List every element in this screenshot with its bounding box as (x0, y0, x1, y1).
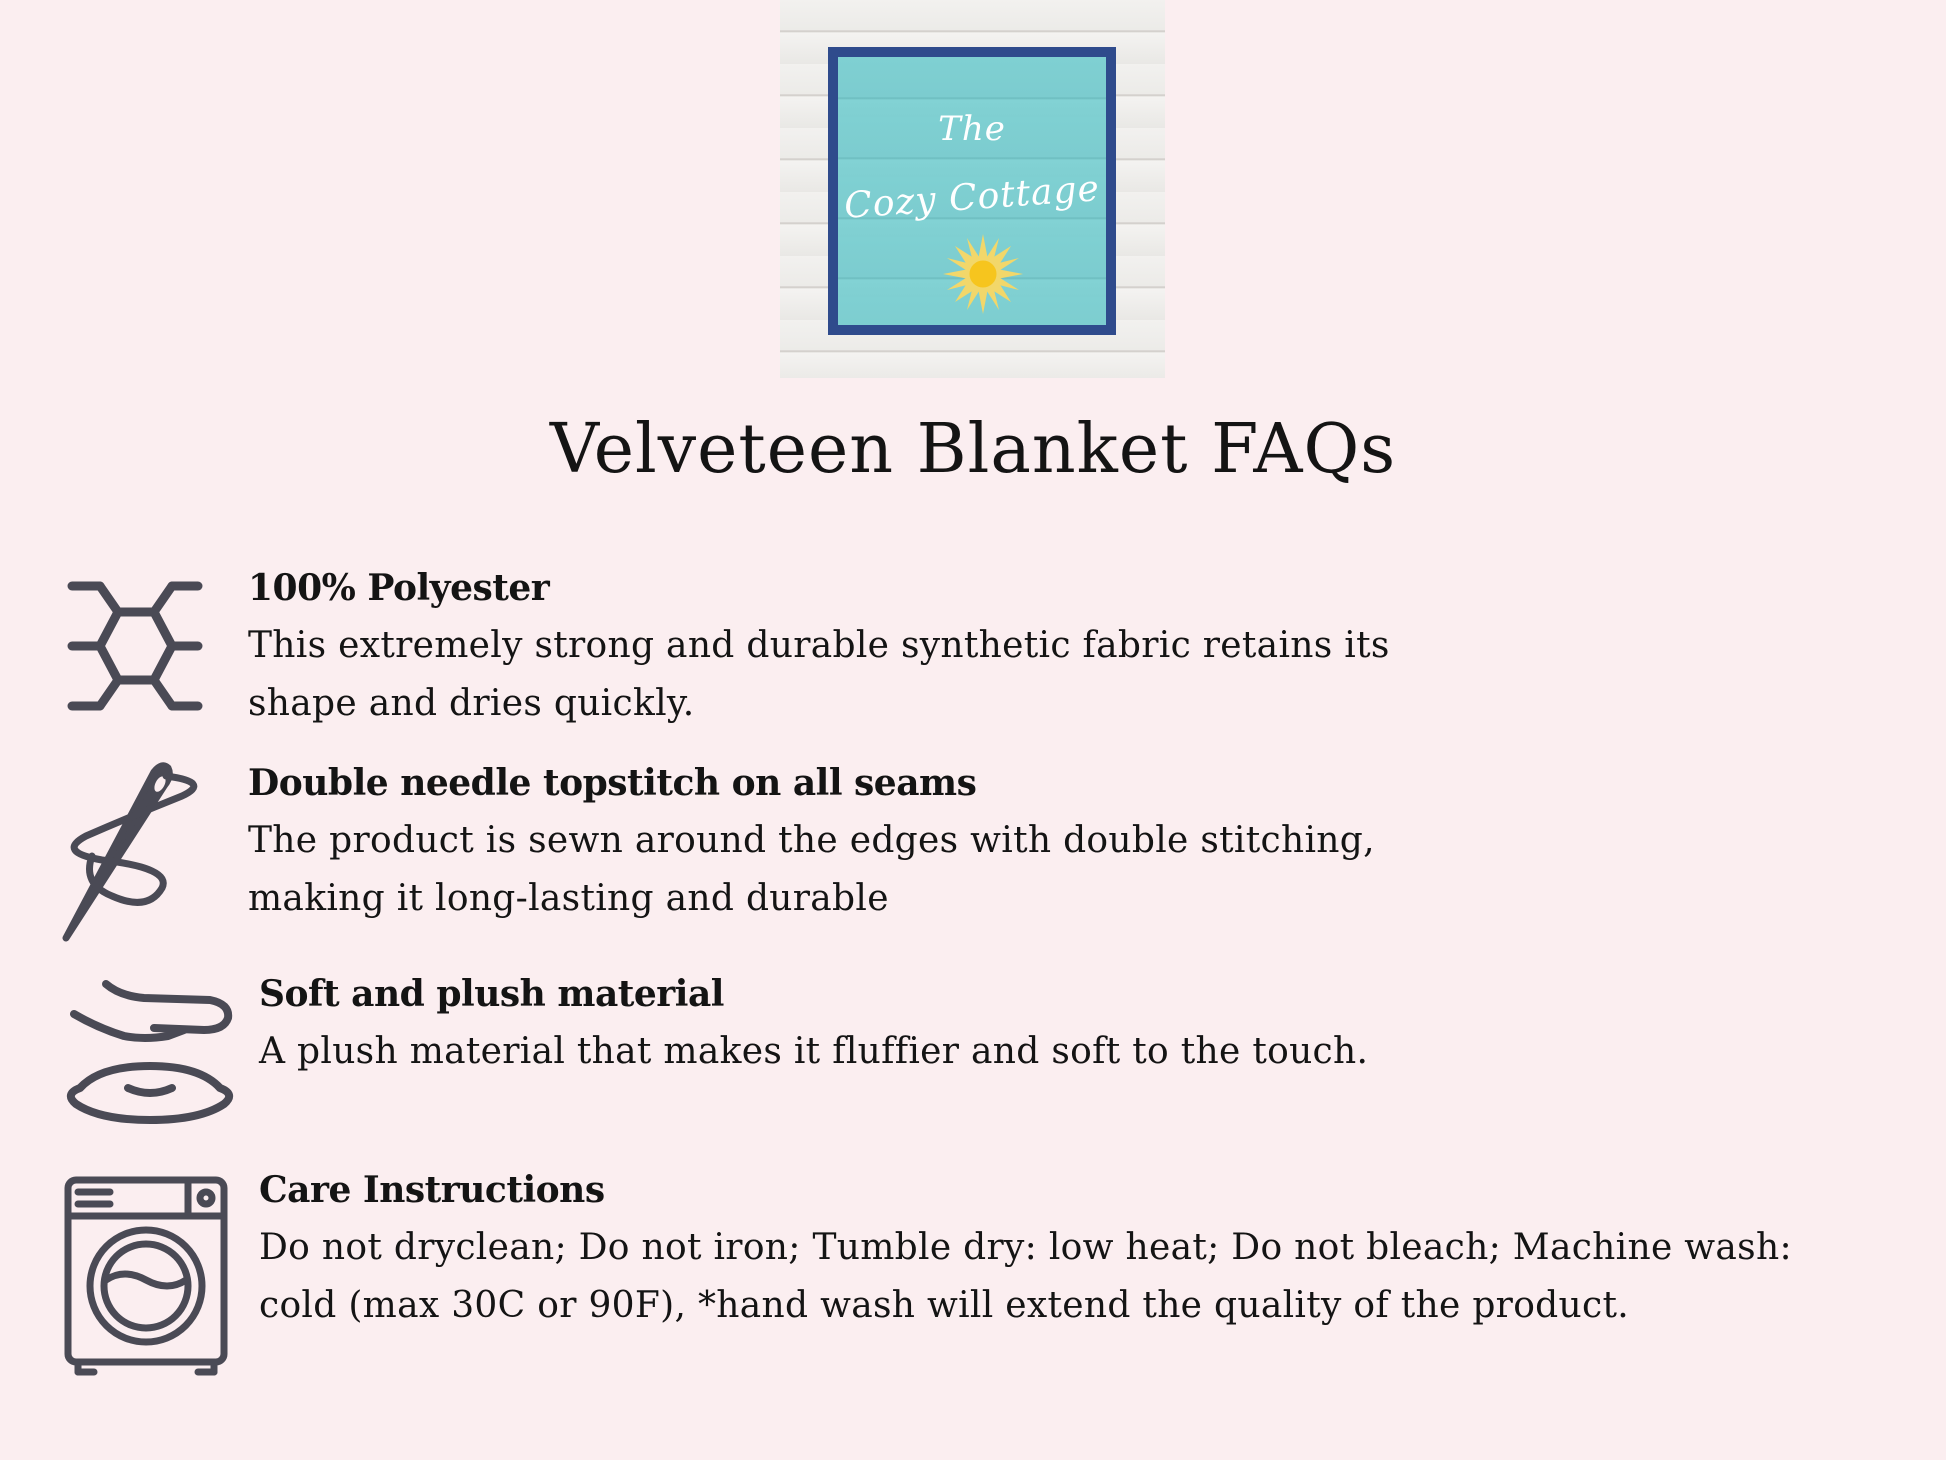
faq-body-care (259, 1219, 1792, 1335)
brand-logo (780, 0, 1165, 378)
faq-heading-topstitch: Double needle topstitch on all seams (248, 762, 977, 804)
faq-body-line: making it long-lasting and durable (248, 878, 889, 919)
page-title: Velveteen Blanket FAQs (549, 410, 1397, 489)
faq-body-plush (259, 1023, 1368, 1081)
needle-thread-icon (62, 756, 202, 942)
faq-body-line: Do not dryclean; Do not iron; Tumble dry: low heat; Do not bleach; Machine wash: (259, 1227, 1792, 1268)
faq-body-line: This extremely strong and durable synthetic fabric retains its (248, 625, 1390, 666)
logo-text-name: Cozy Cottage (842, 168, 1102, 227)
faq-body-topstitch (248, 812, 1375, 928)
hexagon-mesh-icon (64, 580, 204, 712)
sun-icon (942, 233, 1024, 315)
faq-body-polyester (248, 617, 1390, 733)
washing-machine-icon (64, 1176, 228, 1376)
faq-body-line: A plush material that makes it fluffier and soft to the touch. (259, 1031, 1369, 1072)
faq-body-line: cold (max 30C or 90F), *hand wash will extend the quality of the product. (259, 1285, 1629, 1326)
faq-body-line: The product is sewn around the edges with double stitching, (248, 820, 1375, 861)
hand-pillow-icon (64, 978, 238, 1128)
logo-text-the: The (938, 109, 1006, 149)
faq-body-line: shape and dries quickly. (248, 683, 695, 724)
faq-heading-care: Care Instructions (259, 1169, 605, 1211)
logo-board (838, 57, 1106, 325)
faq-heading-plush: Soft and plush material (259, 973, 724, 1015)
faq-heading-polyester: 100% Polyester (248, 567, 550, 609)
logo-frame (828, 47, 1116, 335)
